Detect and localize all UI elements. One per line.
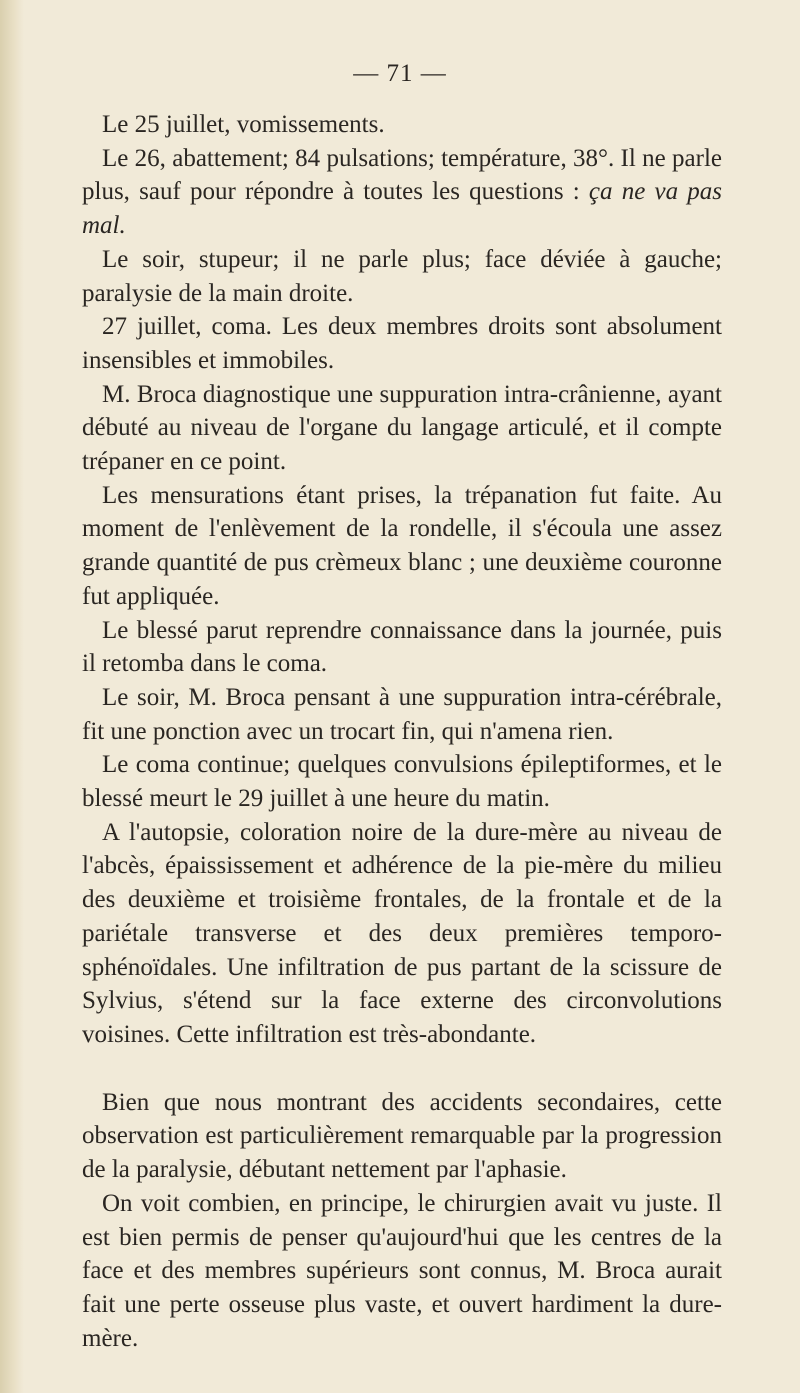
paragraph-9 bbox=[82, 748, 722, 815]
page-number: — 71 — bbox=[353, 60, 447, 87]
paragraph-6-text: Les mensurations étant prises, la trépanation fut faite. Au moment de l'enlèvement de la rondelle, il s'écoula une assez grande quantité de pus crèmeux blanc ; une deuxième couronne fut appliquée. bbox=[82, 481, 722, 610]
paragraph-2-text: Le 26, abattement; 84 pulsations; température, 38°. Il ne parle plus, sauf pour répondre à toutes les questions : bbox=[82, 144, 722, 206]
paragraph-2 bbox=[82, 142, 722, 243]
paragraph-4-text: 27 juillet, coma. Les deux membres droits sont absolument insensibles et immobiles. bbox=[82, 313, 722, 374]
paragraph-5-text: M. Broca diagnostique une suppuration intra-crânienne, ayant débuté au niveau de l'organe du langage articulé, et il compte trépaner en ce point. bbox=[82, 380, 722, 476]
paragraph-12 bbox=[82, 1187, 722, 1356]
paragraph-4 bbox=[82, 310, 722, 377]
paragraph-9-text: Le coma continue; quelques convulsions épileptiformes, et le blessé meurt le 29 juillet à une heure du matin. bbox=[82, 751, 722, 813]
paragraph-7-text: Le blessé parut reprendre connaissance dans la journée, puis il retomba dans le coma. bbox=[82, 616, 722, 678]
paragraph-3 bbox=[82, 243, 722, 310]
paragraph-10-text: A l'autopsie, coloration noire de la dure-mère au niveau de l'abcès, épaississement et adhérence de la pie-mère du milieu des deuxième et troisième frontales, de la frontale et de la pariétale transverse et des deux premières temporo-sphénoïdales. Une infiltration de pus partant de la scissure de Sylvius, s'étend sur la face externe des circonvolutions voisines. Cette infiltration est très-abondante. bbox=[82, 818, 722, 1048]
page-edge-shadow bbox=[0, 0, 24, 1393]
paragraph-1-text: Le 25 juillet, vomissements. bbox=[102, 111, 385, 138]
paragraph-12-text: On voit combien, en principe, le chirurgien avait vu juste. Il est bien permis de penser qu'aujourd'hui que les centres de la face et des membres supérieurs sont connus, M. Broca aurait fait une perte osseuse plus vaste, et ouvert hardiment la dure-mère. bbox=[82, 1189, 722, 1352]
quoted-speech: ça ne va pas mal. bbox=[82, 178, 722, 240]
paragraph-6 bbox=[82, 479, 722, 614]
paragraph-11 bbox=[82, 1086, 722, 1187]
paragraph-10 bbox=[82, 816, 722, 1052]
paragraph-5 bbox=[82, 378, 722, 479]
paragraph-8 bbox=[82, 681, 722, 748]
body-text bbox=[82, 108, 722, 1355]
paragraph-8-text: Le soir, M. Broca pensant à une suppuration intra-cérébrale, fit une ponction avec un trocart fin, qui n'amena rien. bbox=[82, 683, 722, 745]
paragraph-7 bbox=[82, 614, 722, 681]
paragraph-3-text: Le soir, stupeur; il ne parle plus; face déviée à gauche; paralysie de la main droite. bbox=[82, 245, 722, 307]
paragraph-11-text: Bien que nous montrant des accidents secondaires, cette observation est particulièrement remarquable par la progression de la paralysie, débutant nettement par l'aphasie. bbox=[82, 1088, 722, 1184]
paragraph-1 bbox=[82, 108, 722, 142]
